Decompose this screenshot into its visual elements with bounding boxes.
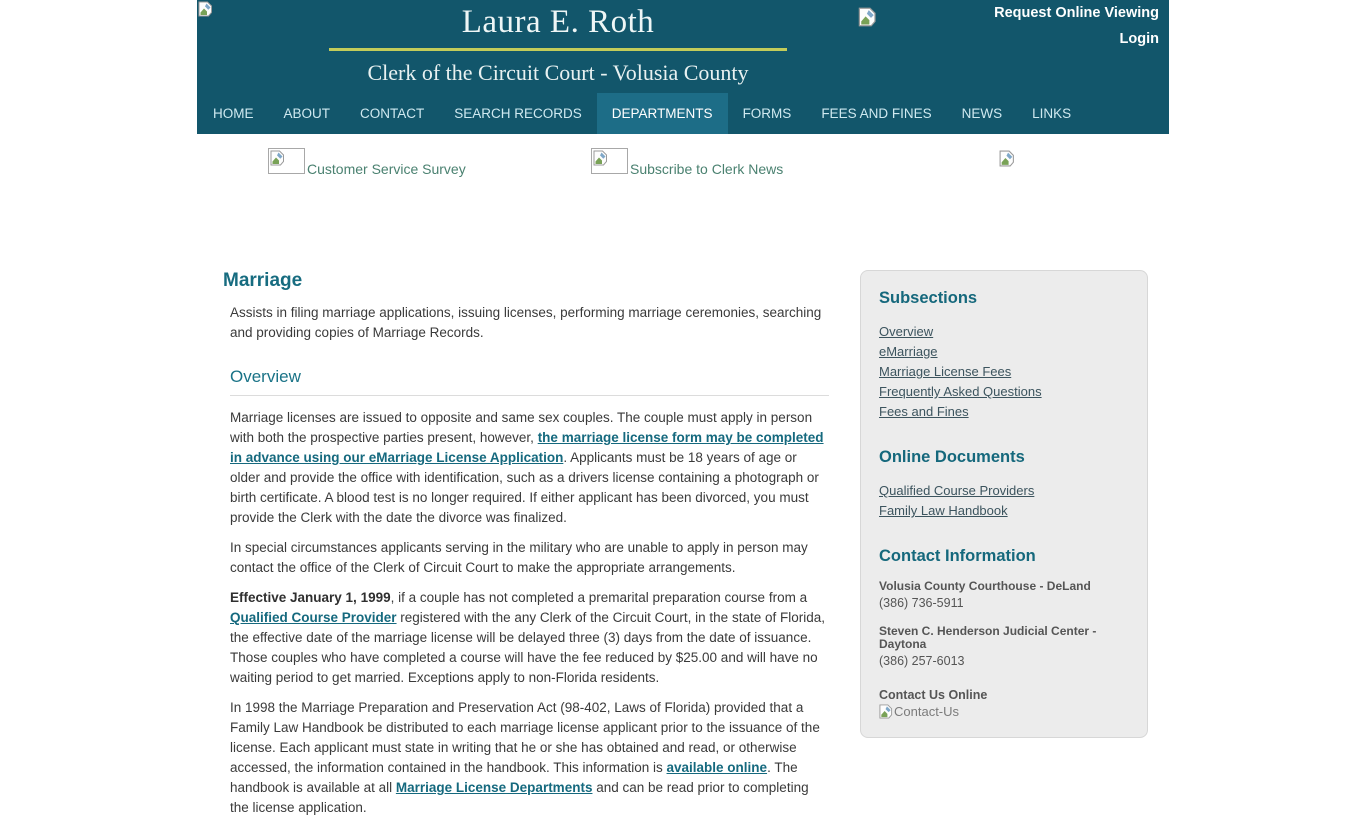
department-description: Assists in filing marriage applications, issuing licenses, performing marriage ceremonies, searching and providing copies of Marriage Records. [230, 305, 822, 340]
nav-item-departments[interactable]: DEPARTMENTS [597, 93, 728, 134]
main-nav [197, 93, 1086, 134]
contact-block-daytona [879, 625, 1129, 668]
paragraph-text: Marriage licenses are issued to opposite and same sex couples. The couple must apply in person with both the prospective parties present, however, [230, 410, 813, 445]
sidebar [860, 270, 1148, 738]
contact-us-online-label: Contact Us Online [879, 688, 988, 702]
broken-image-icon [999, 150, 1015, 167]
paragraph-family-law-handbook [230, 698, 829, 818]
page-title: Laura E. Roth [461, 4, 655, 40]
contact-block-deland [879, 580, 1129, 610]
broken-image-placeholder [268, 148, 305, 174]
page-container [197, 0, 1169, 828]
sidebar-item-fees-and-fines[interactable]: Fees and Fines [879, 404, 969, 419]
nav-item-home[interactable]: HOME [213, 106, 254, 121]
sidebar-item-qualified-course-providers[interactable]: Qualified Course Providers [879, 483, 1035, 498]
contact-information-heading: Contact Information [879, 547, 1036, 565]
nav-item-contact[interactable]: CONTACT [360, 106, 425, 121]
main-content [223, 270, 829, 828]
broken-image-icon [858, 7, 877, 27]
paragraph-text: registered with the any Clerk of the Circuit Court, in the state of Florida, the effective date of the marriage license will be delayed three (3) days from the date of issuance. Those couples who have completed a course will have the fee reduced by $25.00 and will have no waiting period to get married. Exceptions apply to non-Florida residents. [230, 610, 825, 685]
nav-item-forms[interactable]: FORMS [742, 106, 792, 121]
contact-name: Volusia County Courthouse - DeLand [879, 579, 1091, 593]
contact-phone: (386) 736-5911 [879, 596, 964, 610]
paragraph-military: In special circumstances applicants serving in the military who are unable to apply in person may contact the office of the Clerk of Circuit Court to make the appropriate arrangements. [230, 540, 808, 575]
paragraph-text: . Applicants must be 18 years of age or older and provide the office with identification, such as a drivers license containing a photograph or birth certificate. A blood test is no longer required. If either applicant has been divorced, you must provide the Clerk with the date the divorce was finalized. [230, 450, 819, 525]
sidebar-item-faq[interactable]: Frequently Asked Questions [879, 384, 1042, 399]
site-subtitle: Clerk of the Circuit Court - Volusia County [367, 60, 749, 85]
qualified-course-provider-link[interactable]: Qualified Course Provider [230, 610, 397, 625]
subscribe-clerk-news-item [591, 148, 784, 177]
subsections-heading: Subsections [879, 289, 978, 307]
nav-item-search-records[interactable]: SEARCH RECORDS [454, 106, 582, 121]
login-link[interactable]: Login [1119, 31, 1159, 47]
contact-us-link[interactable] [879, 704, 1129, 719]
sidebar-item-family-law-handbook[interactable]: Family Law Handbook [879, 503, 1008, 518]
header-utility-links [994, 5, 1159, 48]
customer-service-survey-link[interactable]: Customer Service Survey [307, 161, 466, 177]
title-accent-rule [329, 48, 787, 51]
sidebar-item-overview[interactable]: Overview [879, 324, 934, 339]
paragraph-text: and can be read prior to completing the license application. [230, 780, 809, 815]
contact-phone: (386) 257-6013 [879, 654, 965, 668]
online-documents-heading: Online Documents [879, 448, 1025, 466]
sidebar-item-emarriage[interactable]: eMarriage [879, 344, 938, 359]
subscribe-clerk-news-link[interactable]: Subscribe to Clerk News [630, 161, 784, 177]
paragraph-text: In 1998 the Marriage Preparation and Preservation Act (98-402, Laws of Florida) provided that a Family Law Handbook be distributed to each marriage license applicant prior to the issuance of the license. Each applicant must state in writing that he or she has obtained and read, or otherwise accessed, the information contained in the handbook. This information is [230, 700, 820, 775]
effective-date-text: Effective January 1, 1999 [230, 590, 391, 605]
site-header [197, 0, 1169, 134]
emarriage-application-link[interactable]: the marriage license form may be completed in advance using our eMarriage License Application [230, 430, 824, 465]
department-title: Marriage [223, 270, 303, 291]
available-online-link[interactable]: available online [666, 760, 768, 775]
paragraph-premarital-course [230, 588, 829, 688]
nav-item-fees-and-fines[interactable]: FEES AND FINES [821, 106, 932, 121]
paragraph-text: . The handbook is available at all [230, 760, 798, 795]
paragraph-text: , if a couple has not completed a premarital preparation course from a [390, 590, 808, 605]
sidebar-item-marriage-license-fees[interactable]: Marriage License Fees [879, 364, 1012, 379]
section-divider [230, 395, 829, 396]
contact-name: Steven C. Henderson Judicial Center - Daytona [879, 624, 1097, 651]
quicklinks-row [197, 134, 1169, 228]
nav-item-links[interactable]: LINKS [1032, 106, 1072, 121]
request-online-viewing-link[interactable]: Request Online Viewing [994, 5, 1159, 21]
broken-image-icon [879, 704, 893, 719]
contact-us-alt-text: Contact-Us [894, 704, 960, 719]
broken-image-icon [198, 1, 213, 17]
header-title-block [329, 4, 787, 86]
marriage-license-departments-link[interactable]: Marriage License Departments [395, 780, 593, 795]
nav-item-news[interactable]: NEWS [961, 106, 1003, 121]
customer-service-survey-item [268, 148, 466, 177]
content-row [197, 270, 1169, 828]
nav-item-about[interactable]: ABOUT [283, 106, 331, 121]
broken-image-placeholder [591, 148, 628, 174]
overview-section-heading: Overview [230, 367, 301, 386]
paragraph-marriage-licenses [230, 408, 829, 528]
